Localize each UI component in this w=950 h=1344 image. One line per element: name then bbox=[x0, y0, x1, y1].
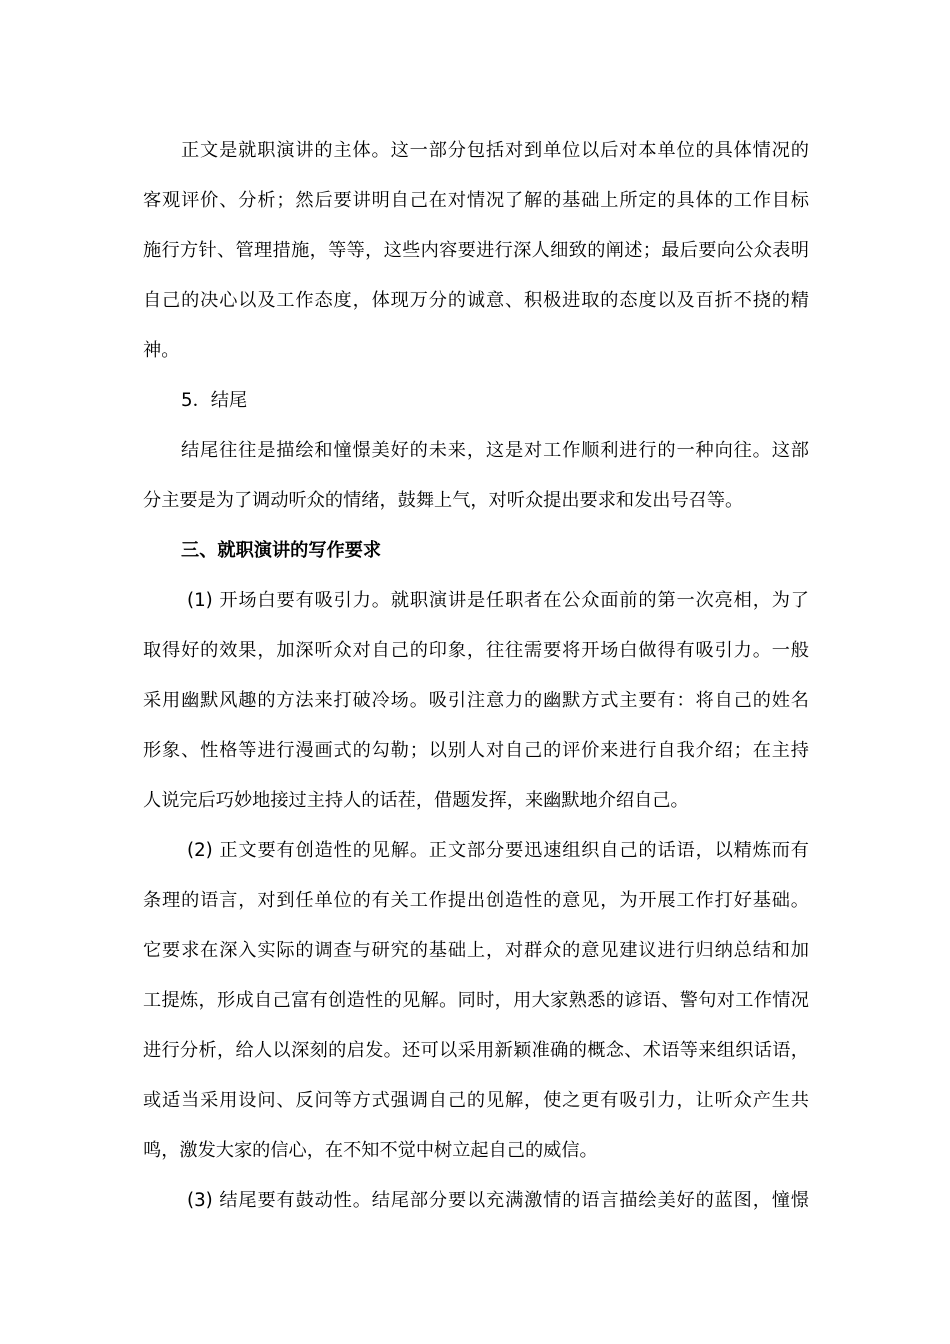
subsection-title: 5．结尾 bbox=[181, 390, 248, 411]
text-line: (3) 结尾要有鼓动性。结尾部分要以充满激情的语言描绘美好的蓝图，憧憬 bbox=[187, 1190, 809, 1211]
text-line: 进行分析，给人以深刻的启发。还可以采用新颖准确的概念、术语等来组织话语， bbox=[143, 1040, 809, 1061]
text-line: 结尾往往是描绘和憧憬美好的未来，这是对工作顺利进行的一种向往。这部 bbox=[181, 440, 809, 461]
section-heading: 三、就职演讲的写作要求 bbox=[181, 540, 382, 561]
paragraph-requirement-3 bbox=[143, 1176, 809, 1226]
text-line: 采用幽默风趣的方法来打破冷场。吸引注意力的幽默方式主要有：将自己的姓名 bbox=[143, 690, 809, 711]
text-line: 条理的语言，对到任单位的有关工作提出创造性的意见，为开展工作打好基础。 bbox=[143, 890, 809, 911]
text-line: 分主要是为了调动听众的情绪，鼓舞上气，对听众提出要求和发出号召等。 bbox=[143, 490, 744, 511]
text-line: 人说完后巧妙地接过主持人的话茬，借题发挥，来幽默地介绍自己。 bbox=[143, 790, 689, 811]
paragraph-requirement-2 bbox=[143, 826, 809, 1176]
text-line: 它要求在深入实际的调查与研究的基础上，对群众的意见建议进行归纳总结和加 bbox=[143, 940, 809, 961]
text-line: 客观评价、分析；然后要讲明自己在对情况了解的基础上所定的具体的工作目标 bbox=[143, 190, 809, 211]
text-line: 形象、性格等进行漫画式的勾勒；以别人对自己的评价来进行自我介绍；在主持 bbox=[143, 740, 809, 761]
text-line: 取得好的效果，加深听众对自己的印象，往往需要将开场白做得有吸引力。一般 bbox=[143, 640, 809, 661]
paragraph-requirement-1 bbox=[143, 576, 809, 826]
text-line: 神。 bbox=[143, 340, 180, 361]
paragraph-ending-title bbox=[143, 376, 809, 426]
section-heading-block bbox=[143, 526, 809, 576]
text-line: 自己的决心以及工作态度，体现万分的诚意、积极进取的态度以及百折不挠的精 bbox=[143, 290, 809, 311]
text-line: 工提炼，形成自己富有创造性的见解。同时，用大家熟悉的谚语、警句对工作情况 bbox=[143, 990, 809, 1011]
paragraph-body-section bbox=[143, 126, 809, 376]
text-line: 鸣，激发大家的信心，在不知不觉中树立起自己的威信。 bbox=[143, 1140, 598, 1161]
text-line: 正文是就职演讲的主体。这一部分包括对到单位以后对本单位的具体情况的 bbox=[181, 140, 809, 161]
document-body bbox=[143, 126, 809, 1226]
text-line: (2) 正文要有创造性的见解。正文部分要迅速组织自己的话语，以精炼而有 bbox=[187, 840, 809, 861]
paragraph-ending bbox=[143, 426, 809, 526]
text-line: 或适当采用设问、反问等方式强调自己的见解，使之更有吸引力，让听众产生共 bbox=[143, 1090, 809, 1111]
text-line: (1) 开场白要有吸引力。就职演讲是任职者在公众面前的第一次亮相，为了 bbox=[187, 590, 809, 611]
text-line: 施行方针、管理措施，等等，这些内容要进行深人细致的阐述；最后要向公众表明 bbox=[143, 240, 809, 261]
